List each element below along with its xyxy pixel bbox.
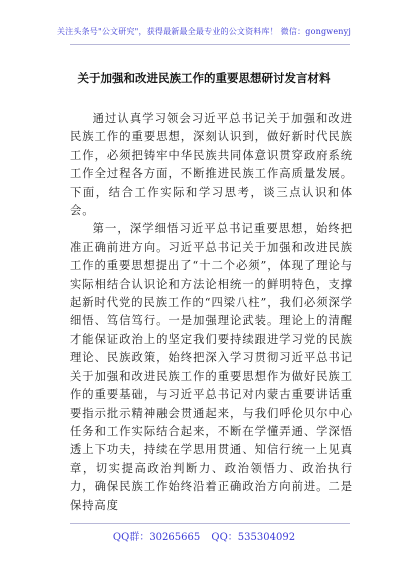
footer-qq-group: QQ群：30265665 [112, 532, 201, 543]
paragraph-intro: 通过认真学习领会习近平总书记关于加强和改进民族工作的重要思想，深刻认识到，做好新时代民族工作，必须把铸牢中华民族共同体意识贯穿政府系统工作全过程各方面，不断推进民族工作高质量发展。下面，结合工作实际和学习思考，谈三点认识和体会。 [70, 112, 353, 218]
paragraph-first-point: 第一，深学细悟习近平总书记重要思想，始终把准正确前进方向。习近平总书记关于加强和改进民族工作的重要思想提出了“十二个必须”，体现了理论与实际相结合认识论和方法论相统一的鲜明特色，支撑起新时代党的民族工作的“四梁八柱”，我们必须深学细悟、笃信笃行。一是加强理论武装。理论上的清醒才能保证政治上的坚定我们要持续跟进学习党的民族理论、民族政策，始终把深入学习贯彻习近平总书记关于加强和改进民族工作的重要思想作为做好民族工作的重要基础，与习近平总书记对内蒙古重要讲话重要指示批示精神融会贯通起来，与我们呼伦贝尔中心任务和工作实际结合起来，不断在学懂弄通、学深悟透上下功夫，持续在学思用贯通、知信行统一上见真章，切实提高政治判断力、政治领悟力、政治执行力，确保民族工作始终沿着正确政治方向前进。二是保持高度 [70, 222, 353, 512]
document-title: 关于加强和改进民族工作的重要思想研讨发言材料 [77, 71, 331, 85]
header-divider [70, 44, 350, 45]
footer-divider [70, 523, 350, 524]
page-header-banner: 关注头条号"公文研究"，获得最新最全最专业的公文资料库！ 微信：gongwenyj [56, 27, 352, 36]
document-body [70, 110, 353, 515]
footer-qq: QQ：535304092 [211, 532, 296, 543]
page-footer [0, 528, 408, 543]
